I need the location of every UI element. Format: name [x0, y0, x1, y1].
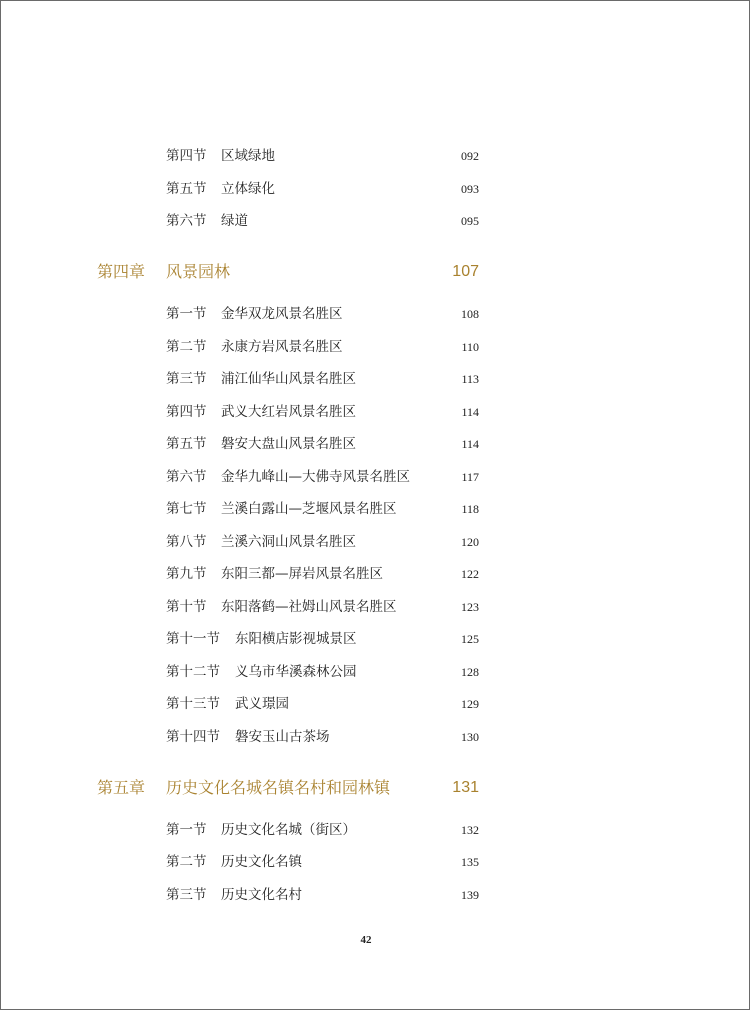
section-number: 第一节	[166, 306, 207, 322]
section-page: 108	[461, 307, 479, 321]
toc-entry[interactable]	[0, 145, 750, 167]
section-page: 093	[461, 182, 479, 196]
toc-entry[interactable]	[0, 726, 750, 748]
section-number: 第三节	[166, 887, 207, 903]
section-title: 历史文化名村	[221, 887, 302, 903]
section-title: 磐安玉山古茶场	[235, 729, 330, 745]
section-number: 第二节	[166, 339, 207, 355]
toc-entry[interactable]	[0, 433, 750, 455]
toc-entry[interactable]	[0, 884, 750, 906]
section-number: 第六节	[166, 213, 207, 229]
toc-entry[interactable]	[0, 628, 750, 650]
section-title: 永康方岩风景名胜区	[221, 339, 343, 355]
section-title: 兰溪白露山—芝堰风景名胜区	[221, 501, 397, 517]
section-number: 第十节	[166, 599, 207, 615]
section-page: 092	[461, 149, 479, 163]
toc-entry[interactable]	[0, 466, 750, 488]
toc-entry[interactable]	[0, 178, 750, 200]
section-number: 第二节	[166, 854, 207, 870]
section-title: 立体绿化	[221, 181, 275, 197]
section-title: 历史文化名镇	[221, 854, 302, 870]
chapter-title: 风景园林	[166, 262, 231, 281]
section-page: 095	[461, 214, 479, 228]
section-page: 120	[461, 535, 479, 549]
section-title: 东阳三都—屏岩风景名胜区	[221, 566, 383, 582]
chapter-page: 131	[452, 779, 479, 796]
toc-entry[interactable]	[0, 661, 750, 683]
section-number: 第十三节	[166, 696, 220, 712]
toc-entry[interactable]	[0, 498, 750, 520]
chapter-number: 第四章	[97, 262, 146, 281]
toc-entry[interactable]	[0, 210, 750, 232]
section-page: 125	[461, 632, 479, 646]
section-number: 第一节	[166, 822, 207, 838]
section-page: 123	[461, 600, 479, 614]
section-title: 兰溪六洞山风景名胜区	[221, 534, 356, 550]
section-number: 第三节	[166, 371, 207, 387]
section-title: 绿道	[221, 213, 248, 229]
toc-entry[interactable]	[0, 368, 750, 390]
section-title: 东阳落鹤—社姆山风景名胜区	[221, 599, 397, 615]
section-page: 110	[461, 340, 479, 354]
section-number: 第四节	[166, 404, 207, 420]
section-number: 第七节	[166, 501, 207, 517]
section-page: 130	[461, 730, 479, 744]
toc-entry[interactable]	[0, 563, 750, 585]
section-page: 139	[461, 888, 479, 902]
section-title: 武义璟园	[235, 696, 289, 712]
chapter-page: 107	[452, 263, 479, 280]
chapter-heading[interactable]	[0, 259, 750, 285]
chapter-heading[interactable]	[0, 775, 750, 801]
toc-entry[interactable]	[0, 336, 750, 358]
toc-entry[interactable]	[0, 819, 750, 841]
section-number: 第九节	[166, 566, 207, 582]
section-number: 第十一节	[166, 631, 220, 647]
toc-entry[interactable]	[0, 851, 750, 873]
section-title: 磐安大盘山风景名胜区	[221, 436, 356, 452]
section-number: 第八节	[166, 534, 207, 550]
section-number: 第四节	[166, 148, 207, 164]
section-page: 113	[461, 372, 479, 386]
toc-entry[interactable]	[0, 596, 750, 618]
section-title: 金华双龙风景名胜区	[221, 306, 343, 322]
section-title: 区域绿地	[221, 148, 275, 164]
section-title: 金华九峰山—大佛寺风景名胜区	[221, 469, 410, 485]
section-number: 第十四节	[166, 729, 220, 745]
section-title: 历史文化名城（街区）	[221, 822, 356, 838]
section-number: 第十二节	[166, 664, 220, 680]
section-title: 东阳横店影视城景区	[235, 631, 357, 647]
toc-entry[interactable]	[0, 531, 750, 553]
section-page: 129	[461, 697, 479, 711]
toc-entry[interactable]	[0, 693, 750, 715]
section-title: 武义大红岩风景名胜区	[221, 404, 356, 420]
section-page: 118	[461, 502, 479, 516]
section-page: 128	[461, 665, 479, 679]
section-page: 114	[461, 405, 479, 419]
section-page: 117	[461, 470, 479, 484]
section-page: 122	[461, 567, 479, 581]
section-number: 第六节	[166, 469, 207, 485]
chapter-number: 第五章	[97, 778, 146, 797]
chapter-title: 历史文化名城名镇名村和园林镇	[166, 778, 391, 797]
section-page: 135	[461, 855, 479, 869]
toc-entry[interactable]	[0, 401, 750, 423]
section-title: 义乌市华溪森林公园	[235, 664, 357, 680]
section-page: 114	[461, 437, 479, 451]
page-number: 42	[360, 934, 372, 946]
section-number: 第五节	[166, 181, 207, 197]
section-number: 第五节	[166, 436, 207, 452]
section-title: 浦江仙华山风景名胜区	[221, 371, 356, 387]
toc-entry[interactable]	[0, 303, 750, 325]
section-page: 132	[461, 823, 479, 837]
